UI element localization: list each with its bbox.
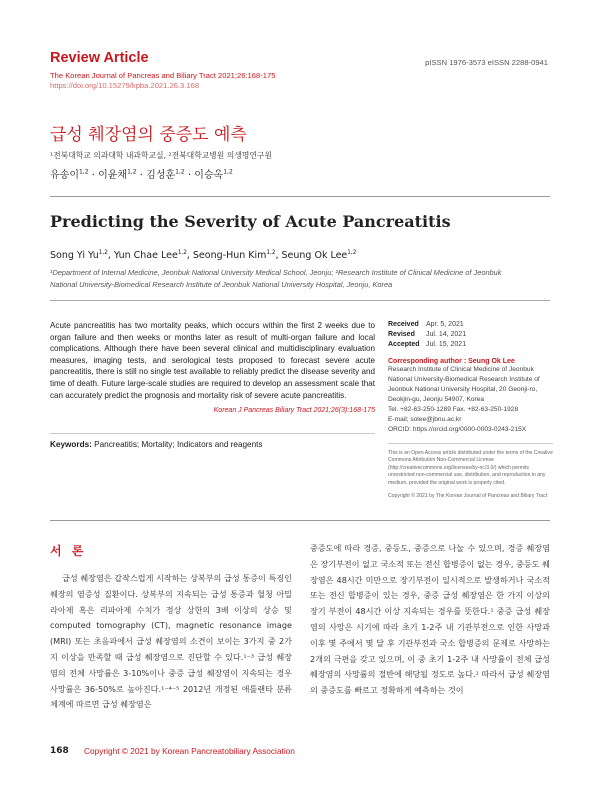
- copyright-notice: Copyright © 2021 by The Korean Journal of Pancreas and Biliary Tract: [388, 493, 548, 500]
- keywords: [50, 440, 263, 449]
- korean-affiliation: ¹전북대학교 의과대학 내과학교실, ²전북대학교병원 의생명연구원: [50, 151, 272, 160]
- article-type-label: Review Article: [50, 50, 149, 66]
- article-dates: [388, 320, 553, 350]
- corr-line: Jeonbuk National University Hospital, 20 Geonji-ro,: [388, 386, 538, 393]
- english-author: Seung Ok Lee$^{1,2}$: [281, 249, 357, 261]
- abstract-citation: Korean J Pancreas Biliary Tract 2021;26(3):168-175: [213, 407, 375, 415]
- date-revised: Revised Jul. 14, 2021: [388, 331, 467, 338]
- corresponding-author-label: Corresponding author : Seung Ok Lee: [388, 358, 515, 365]
- divider: [50, 300, 550, 301]
- email-link[interactable]: E-mail; solee@jbnu.ac.kr: [388, 416, 462, 423]
- divider: [50, 520, 550, 521]
- article-info-sidebar: [388, 320, 553, 499]
- page-number: 168: [50, 746, 69, 756]
- journal-citation-line: The Korean Journal of Pancreas and Biliary Tract 2021;26:168-175: [50, 71, 276, 80]
- section-heading: 서 론: [50, 544, 87, 558]
- divider: [388, 443, 553, 444]
- doi-link[interactable]: https://doi.org/10.15279/kpba.2021.26.3.168: [50, 81, 200, 90]
- body-column-left: [50, 571, 292, 713]
- english-author: Yun Chae Lee$^{1,2}$: [113, 249, 187, 261]
- affiliation-line: ¹Department of Internal Medicine, Jeonbuk National University Medical School, Jeonju; ²Research Institute of Clinical Medicine of Jeonbuk: [50, 268, 502, 277]
- date-accepted: Accepted Jul. 15, 2021: [388, 341, 467, 348]
- body-paragraph: 중증도에 따라 경증, 중등도, 중증으로 나눌 수 있으며, 경증 췌장염은 장기부전이 없고 국소적 또는 전신 합병증이 없는 경우, 중등도 췌장염은 48시간 미만으로 장기부전이 일시적으로 발생하거나 국소적 또는 전신 합병증이 있는 경우, 중증 급성 췌장염은 한 가지 이상의 장기 부전이 48시간 이상 지속되는 경우를 뜻한다.¹ 중증 급성 췌장염의 사망은 시기에 따라 초기 1-2주 내 기관부전으로 인한 사망과 이후 몇 주에서 몇 달 후 기관부전과 국소 합병증의 문제로 사망하는 2개의 극편을 갖고 있으며, 이 중 초기 1-2주 내 사망률이 전체 급성 췌장염의 사망률의 절반에 해당될 정도로 높다.¹ 따라서 급성 췌장염의 중증도를 빠르고 정확하게 예측하는 것이: [310, 543, 550, 696]
- keywords-values: Pancreatitis; Mortality; Indicators and reagents: [94, 440, 263, 449]
- english-title: Predicting the Severity of Acute Pancreatitis: [50, 212, 451, 231]
- corresponding-author-details: [388, 365, 553, 435]
- body-paragraph: 급성 췌장염은 갑작스럽게 시작하는 상복부의 급성 통증이 특징인 췌장의 염증성 질환이다. 상복부의 지속되는 급성 통증과 혈청 아밀라아제 혹은 리파아제 수치가 정상 상한의 3배 이상의 상승 및 computed tomography (CT), magnetic resonance image (MRI) 또는 초음파에서 급성 췌장염의 소견이 보이는 3가지 중 2가지 이상을 만족할 때 급성 췌장염으로 진단할 수 있다.¹⁻³ 급성 췌장염의 전체 사망률은 3-10%이나 중증 급성 췌장염이 지속되는 경우 사망률은 36-50%로 높아진다.¹⁻⁴⁻⁵ 2012년 개정된 애틀랜타 분류 체계에 따르면 급성 췌장염은: [50, 573, 292, 710]
- corr-line: Deokjin-gu, Jeonju 54907, Korea: [388, 396, 485, 403]
- english-author: Song Yi Yu$^{1,2}$: [50, 249, 108, 261]
- corr-line: Tel. +82-63-250-1289 Fax. +82-63-250-1928: [388, 406, 519, 413]
- english-author-list: Song Yi Yu$^{1,2}$, Yun Chae Lee$^{1,2}$, Seong-Hun Kim$^{1,2}$, Seung Ok Lee$^{1,2}$: [50, 249, 357, 261]
- korean-author-list: 유송이$^{1,2}$ · 이윤채$^{1,2}$ · 김성훈$^{1,2}$ · 이승옥$^{1,2}$: [50, 168, 233, 181]
- affiliation-line: National University-Biomedical Research Institute of Jeonbuk National University Hospital, Jeonju, Korea: [50, 280, 393, 289]
- korean-author: 유송이$^{1,2}$: [50, 168, 89, 181]
- keywords-label: Keywords:: [50, 440, 92, 449]
- korean-author: 이윤채$^{1,2}$: [98, 168, 137, 181]
- korean-author: 김성훈$^{1,2}$: [146, 168, 185, 181]
- issn-label: pISSN 1976-3573 eISSN 2288-0941: [425, 58, 548, 67]
- abstract-section: [50, 320, 375, 414]
- divider: [50, 196, 550, 197]
- body-column-right: [310, 541, 550, 699]
- english-affiliation: [50, 267, 550, 291]
- english-author: Seong-Hun Kim$^{1,2}$: [192, 249, 276, 261]
- abstract-text: Acute pancreatitis has two mortality peaks, which occurs within the first 2 weeks due to organ failure and then weeks or months later as result of multi-organ failure and local complications. Although there have been several clinical and multidisciplinary evaluation measures, imaging tests, and serological tests proposed to forecast severe acute pancreatitis, there is still no single test available to reliably predict the disease severity and time of death. Future large-scale studies are required to develop an assessment scale that can accurately predict the prognosis and mortality risk of severe acute pancreatitis.: [50, 321, 375, 400]
- divider: [50, 433, 375, 434]
- corr-line: National University-Biomedical Research Institute of: [388, 376, 540, 383]
- korean-author: 이승옥$^{1,2}$: [194, 168, 233, 181]
- orcid-link[interactable]: ORCID: https://orcid.org/0000-0003-0243-215X: [388, 426, 527, 433]
- korean-title: 급성 췌장염의 중증도 예측: [50, 125, 247, 145]
- footer-copyright: Copyright © 2021 by Korean Pancreatobiliary Association: [84, 746, 295, 756]
- date-received: Received Apr. 5, 2021: [388, 321, 464, 328]
- corr-line: Research Institute of Clinical Medicine of Jeonbuk: [388, 366, 534, 373]
- license-notice: This is an Open Access article distributed under the terms of the Creative Commons Attribution Non-Commercial License (http://creativecommons.org/licenses/by-nc/3.0/) which permits unrestricted non-commercial use, distribution, and reproduction in any medium, provided the original work is properly cited.: [388, 450, 553, 486]
